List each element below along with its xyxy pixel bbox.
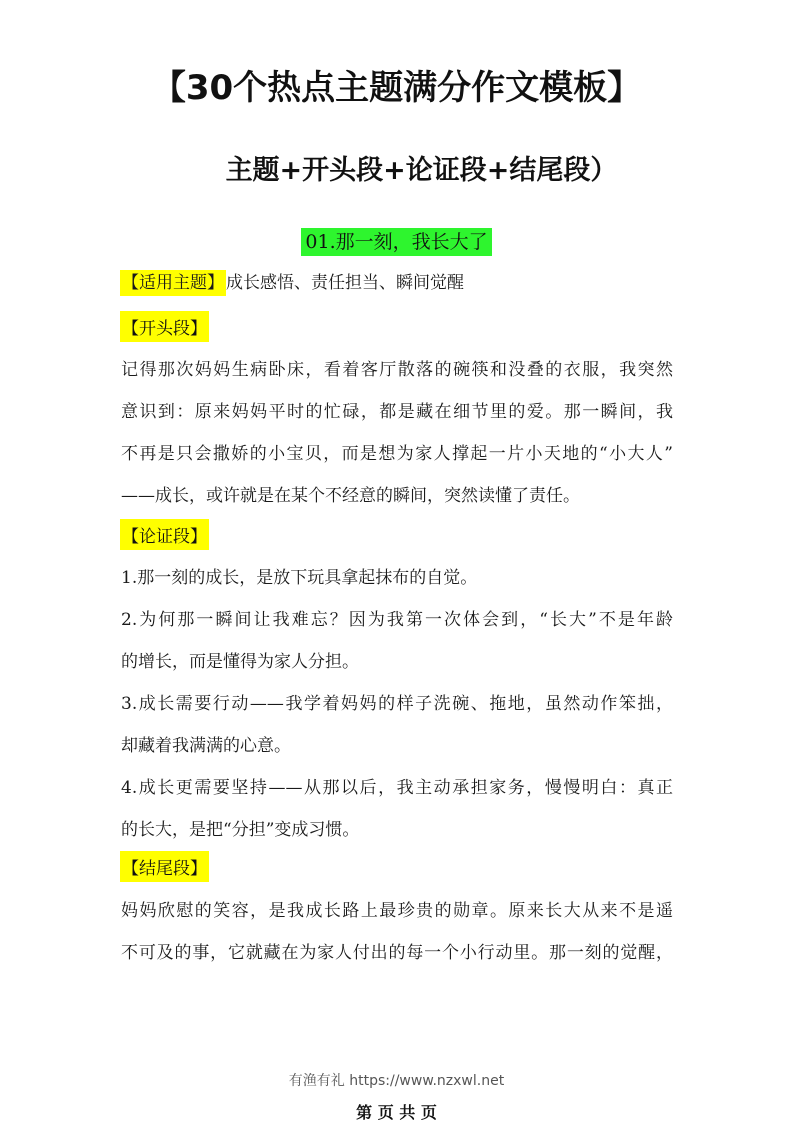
section-heading-text: 01.那一刻，我长大了 bbox=[301, 228, 491, 256]
argument-line: 1.那一刻的成长，是放下玩具拿起抹布的自觉。 bbox=[121, 568, 478, 588]
argument-line: 的增长，而是懂得为家人分担。 bbox=[121, 652, 359, 672]
argument-line: 的长大，是把“分担”变成习惯。 bbox=[121, 820, 360, 840]
opening-line: 记得那次妈妈生病卧床，看着客厅散落的碗筷和没叠的衣服，我突然 bbox=[121, 360, 673, 380]
applicable-theme-row bbox=[120, 268, 464, 293]
argument-line: 4.成长更需要坚持——从那以后，我主动承担家务，慢慢明白：真正 bbox=[121, 778, 673, 798]
document-title: 【30个热点主题满分作文模板】 bbox=[151, 68, 642, 108]
argument-label: 【论证段】 bbox=[120, 519, 209, 550]
applicable-theme-text: 成长感悟、责任担当、瞬间觉醒 bbox=[226, 273, 464, 293]
argument-line: 3.成长需要行动——我学着妈妈的样子洗碗、拖地，虽然动作笨拙， bbox=[121, 694, 673, 714]
ending-label: 【结尾段】 bbox=[120, 851, 209, 882]
applicable-theme-label: 【适用主题】 bbox=[120, 270, 226, 296]
opening-line: 意识到：原来妈妈平时的忙碌，都是藏在细节里的爱。那一瞬间，我 bbox=[121, 402, 673, 422]
argument-line: 2.为何那一瞬间让我难忘？因为我第一次体会到，“长大”不是年龄 bbox=[121, 610, 673, 630]
opening-label: 【开头段】 bbox=[120, 311, 209, 342]
ending-line: 妈妈欣慰的笑容，是我成长路上最珍贵的勋章。原来长大从来不是遥 bbox=[121, 901, 673, 921]
footer-page-number: 第 页 共 页 bbox=[356, 1103, 437, 1122]
opening-line: ——成长，或许就是在某个不经意的瞬间，突然读懂了责任。 bbox=[121, 486, 580, 506]
footer-website: 有渔有礼 https://www.nzxwl.net bbox=[288, 1073, 505, 1089]
section-heading bbox=[0, 227, 793, 254]
ending-line: 不可及的事，它就藏在为家人付出的每一个小行动里。那一刻的觉醒， bbox=[121, 943, 673, 963]
argument-line: 却藏着我满满的心意。 bbox=[121, 736, 291, 756]
document-subtitle: 主题+开头段+论证段+结尾段） bbox=[225, 155, 618, 186]
opening-line: 不再是只会撒娇的小宝贝，而是想为家人撑起一片小天地的“小大人” bbox=[121, 444, 673, 464]
